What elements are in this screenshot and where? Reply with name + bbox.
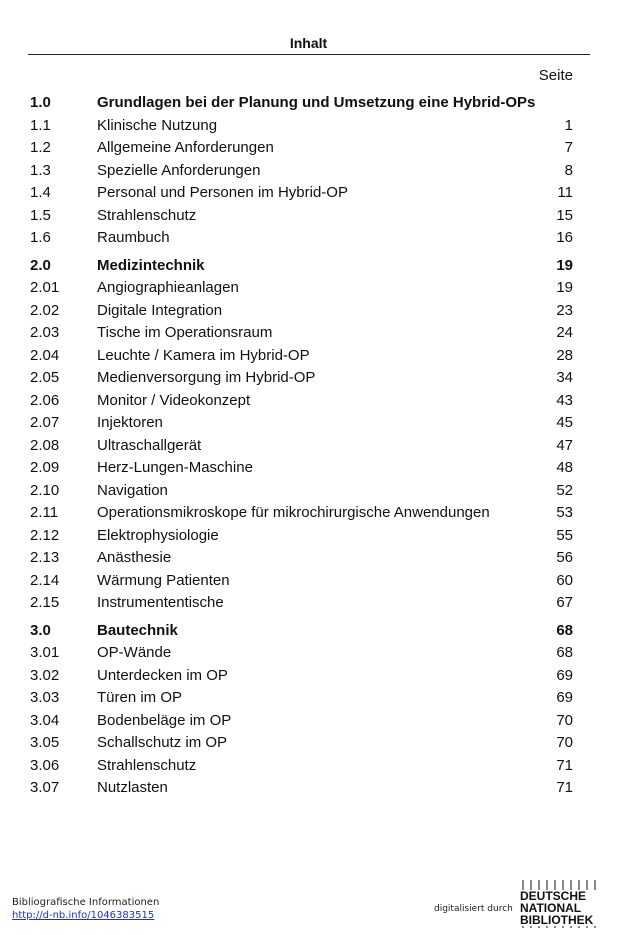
toc-number: 1.1 [30, 116, 51, 134]
toc-number: 1.5 [30, 206, 51, 224]
toc-number: 3.05 [30, 734, 60, 751]
toc-entry [0, 367, 617, 390]
toc-entry [0, 115, 617, 138]
toc-entry [0, 592, 617, 615]
toc-page-number: 45 [556, 414, 573, 431]
toc-page-number: 34 [556, 369, 573, 386]
toc-entry [0, 525, 617, 548]
toc-page-number: 67 [556, 594, 573, 611]
toc-page-number: 8 [564, 161, 573, 179]
toc-title: Elektrophysiologie [97, 526, 219, 544]
toc-title: Raumbuch [97, 229, 170, 246]
toc-page-number: 71 [556, 779, 573, 796]
toc-number: 2.14 [30, 571, 60, 589]
toc-page-number: 53 [556, 504, 573, 521]
toc-page-number: 60 [556, 571, 573, 589]
toc-page-number: 1 [564, 116, 573, 134]
toc-number: 1.6 [30, 229, 51, 246]
toc-section-heading [0, 255, 617, 278]
toc-title: Nutzlasten [97, 779, 168, 796]
toc-entry [0, 755, 617, 778]
toc-title: Türen im OP [97, 689, 183, 706]
bibliographic-link[interactable]: http://d-nb.info/1046383515 [12, 910, 155, 921]
toc-number: 2.01 [30, 279, 60, 296]
toc-page-number: 11 [557, 184, 573, 201]
toc-page-number: 16 [556, 229, 573, 246]
toc-title: Instrumententische [97, 594, 224, 611]
toc-entry [0, 435, 617, 458]
toc-page-number: 68 [556, 644, 573, 661]
toc-title: Wärmung Patienten [97, 571, 230, 589]
toc-entry [0, 777, 617, 800]
toc-entry [0, 480, 617, 503]
toc-number: 3.02 [30, 666, 60, 684]
toc-title: Angiographieanlagen [97, 279, 239, 296]
toc-entry [0, 642, 617, 665]
toc-entry [0, 547, 617, 570]
toc-title: Digitale Integration [97, 301, 223, 319]
toc-title: Navigation [97, 481, 168, 499]
toc-list [0, 92, 617, 800]
toc-title: Bautechnik [97, 621, 178, 639]
toc-page-number: 70 [556, 711, 573, 729]
toc-page-number: 15 [556, 206, 573, 224]
toc-entry [0, 390, 617, 413]
toc-number: 2.02 [30, 301, 60, 319]
toc-number: 2.05 [30, 369, 60, 386]
toc-title: Spezielle Anforderungen [97, 161, 261, 179]
toc-title: Klinische Nutzung [97, 116, 218, 134]
toc-entry [0, 300, 617, 323]
toc-entry [0, 570, 617, 593]
toc-entry [0, 665, 617, 688]
toc-entry [0, 182, 617, 205]
toc-title: Medizintechnik [97, 256, 205, 274]
toc-number: 2.04 [30, 346, 60, 364]
toc-page-number: 24 [556, 324, 573, 341]
toc-number: 3.06 [30, 756, 60, 774]
bibliographic-info [12, 897, 159, 921]
toc-page-number: 56 [556, 549, 573, 566]
toc-number: 1.3 [30, 161, 51, 179]
toc-title: Leuchte / Kamera im Hybrid-OP [97, 346, 310, 364]
toc-entry [0, 687, 617, 710]
toc-title: Unterdecken im OP [97, 666, 228, 684]
toc-title: Herz-Lungen-Maschine [97, 459, 253, 476]
toc-title: Injektoren [97, 414, 163, 431]
toc-page-number: 70 [556, 734, 573, 751]
toc-number: 2.09 [30, 459, 60, 476]
title-rule [28, 54, 590, 55]
toc-number: 2.0 [30, 256, 51, 274]
toc-page-number: 23 [556, 301, 573, 319]
dnb-logo [519, 880, 607, 928]
toc-number: 2.11 [30, 504, 59, 521]
toc-entry [0, 160, 617, 183]
toc-number: 2.12 [30, 526, 60, 544]
toc-entry [0, 205, 617, 228]
toc-entry [0, 457, 617, 480]
digitized-by-text: digitalisiert durch [434, 904, 513, 914]
toc-title: Personal und Personen im Hybrid-OP [97, 184, 348, 201]
toc-title: Allgemeine Anforderungen [97, 139, 274, 156]
page-column-header: Seite [538, 67, 573, 84]
toc-entry [0, 502, 617, 525]
toc-number: 3.07 [30, 779, 60, 796]
toc-entry [0, 277, 617, 300]
toc-number: 2.07 [30, 414, 60, 431]
toc-title: Monitor / Videokonzept [97, 391, 251, 409]
toc-entry [0, 345, 617, 368]
toc-number: 3.03 [30, 689, 60, 706]
toc-entry [0, 732, 617, 755]
toc-number: 2.08 [30, 436, 60, 454]
toc-page-number: 69 [556, 666, 573, 684]
toc-entry [0, 227, 617, 250]
toc-page-number: 71 [556, 756, 573, 774]
toc-title: Grundlagen bei der Planung und Umsetzung eine Hybrid-OPs [97, 94, 536, 111]
toc-entry [0, 322, 617, 345]
toc-number: 3.0 [30, 621, 51, 639]
toc-page-number: 48 [556, 459, 573, 476]
toc-page-number: 68 [556, 621, 573, 639]
toc-title: Strahlenschutz [97, 756, 197, 774]
toc-page-number: 19 [556, 256, 573, 274]
toc-entry [0, 710, 617, 733]
toc-title: Tische im Operationsraum [97, 324, 273, 341]
toc-page-number: 28 [556, 346, 573, 364]
toc-page-number: 52 [556, 481, 573, 499]
toc-title: Schallschutz im OP [97, 734, 228, 751]
toc-number: 2.10 [30, 481, 60, 499]
toc-number: 1.0 [30, 94, 51, 111]
bibliographic-label: Bibliografische Informationen [12, 897, 160, 908]
toc-number: 3.01 [30, 644, 60, 661]
toc-number: 2.03 [30, 324, 60, 341]
toc-number: 1.4 [30, 184, 51, 201]
logo-line-3: BIBLIOTHEK [520, 913, 594, 927]
logo-line-1: DEUTSCHE [520, 889, 587, 903]
toc-title: OP-Wände [97, 644, 172, 661]
toc-title: Bodenbeläge im OP [97, 711, 232, 729]
toc-title: Medienversorgung im Hybrid-OP [97, 369, 316, 386]
toc-number: 2.15 [30, 594, 60, 611]
toc-title: Anästhesie [97, 549, 172, 566]
toc-number: 1.2 [30, 139, 51, 156]
toc-title: Strahlenschutz [97, 206, 197, 224]
toc-page-number: 19 [556, 279, 573, 296]
toc-entry [0, 137, 617, 160]
toc-page-number: 55 [556, 526, 573, 544]
toc-title: Ultraschallgerät [97, 436, 202, 454]
toc-page-number: 7 [564, 139, 573, 156]
page-title: Inhalt [289, 35, 328, 51]
toc-number: 2.06 [30, 391, 60, 409]
toc-page-number: 69 [556, 689, 573, 706]
toc-page-number: 43 [556, 391, 573, 409]
logo-line-2: NATIONAL [520, 901, 582, 915]
toc-title: Operationsmikroskope für mikrochirurgische Anwendungen [97, 504, 490, 521]
toc-entry [0, 412, 617, 435]
toc-section-heading [0, 92, 617, 115]
toc-page-number: 47 [556, 436, 573, 454]
toc-section-heading [0, 620, 617, 643]
toc-number: 2.13 [30, 549, 60, 566]
toc-number: 3.04 [30, 711, 60, 729]
